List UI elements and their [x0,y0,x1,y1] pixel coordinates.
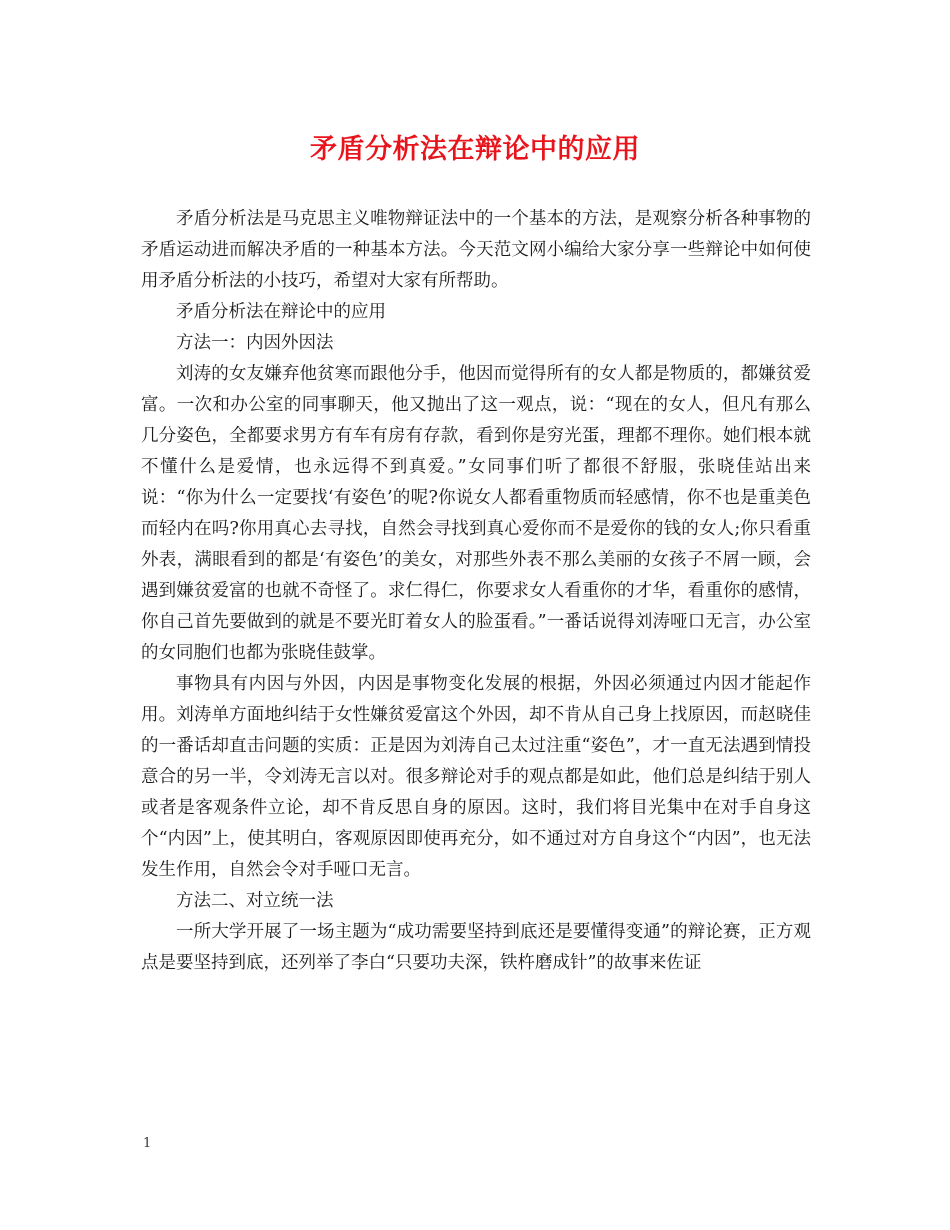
document-title: 矛盾分析法在辩论中的应用 [310,134,640,165]
paragraph-story: 刘涛的女友嫌弃他贫寒而跟他分手，他因而觉得所有的女人都是物质的，都嫌贫爱富。一次和办公室的同事聊天，他又抛出了这一观点，说：“现在的女人，但凡有那么几分姿色，全都要求男方有车有房有存款，看到你是穷光蛋，理都不理你。她们根本就不懂什么是爱情，也永远得不到真爱。”女同事们听了都很不舒服，张晓佳站出来说：“你为什么一定要找‘有姿色’的呢?你说女人都看重物质而轻感情，你不也是重美色而轻内在吗?你用真心去寻找，自然会寻找到真心爱你而不是爱你的钱的女人;你只看重外表，满眼看到的都是‘有姿色’的美女，对那些外表不那么美丽的女孩子不屑一顾，会遇到嫌贫爱富的也就不奇怪了。求仁得仁，你要求女人看重你的才华，看重你的感情，你自己首先要做到的就是不要光盯着女人的脸蛋看。”一番话说得刘涛哑口无言，办公室的女同胞们也都为张晓佳鼓掌。 [141,364,811,663]
paragraph-debate: 一所大学开展了一场主题为“成功需要坚持到底还是要懂得变通”的辩论赛，正方观点是要坚持到底，还列举了李白“只要功夫深，铁杵磨成针”的故事来佐证 [141,922,811,973]
paragraph-heading: 矛盾分析法在辩论中的应用 [176,302,386,322]
paragraph-analysis: 事物具有内因与外因，内因是事物变化发展的根据，外因必须通过内因才能起作用。刘涛单方面地纠结于女性嫌贫爱富这个外因，却不肯从自己身上找原因，而赵晓佳的一番话却直击问题的实质：正是因为刘涛自己太过注重“姿色”，才一直无法遇到情投意合的另一半，令刘涛无言以对。很多辩论对手的观点都是如此，他们总是纠结于别人或者是客观条件立论，却不肯反思自身的原因。这时，我们将目光集中在对手自身这个“内因”上，使其明白，客观原因即使再充分，如不通过对方自身这个“内因”，也无法发生作用，自然会令对手哑口无言。 [141,674,811,880]
document-body [141,204,811,979]
page-number: 1 [143,1136,152,1151]
section-heading-method-2: 方法二、对立统一法 [176,891,334,911]
section-heading-method-1: 方法一：内因外因法 [176,333,334,353]
paragraph-intro: 矛盾分析法是马克思主义唯物辩证法中的一个基本的方法，是观察分析各种事物的矛盾运动进而解决矛盾的一种基本方法。今天范文网小编给大家分享一些辩论中如何使用矛盾分析法的小技巧，希望对大家有所帮助。 [141,209,811,291]
